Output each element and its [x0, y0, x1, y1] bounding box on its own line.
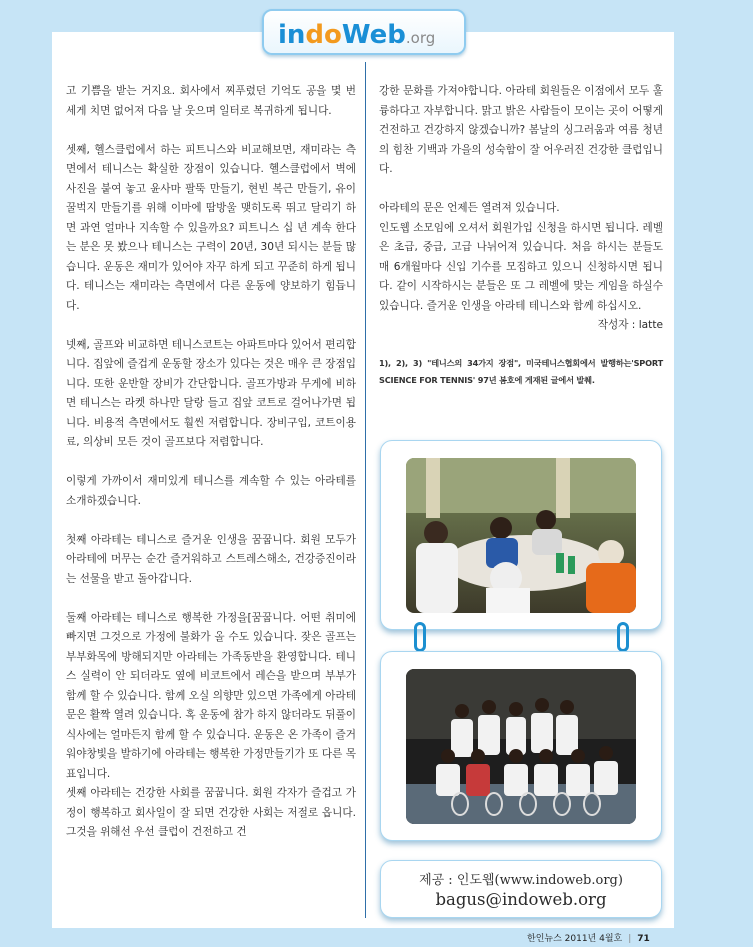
page-number: 71	[637, 934, 650, 944]
author-credit: 작성자 : latte	[597, 319, 663, 331]
logo-do: do	[305, 20, 342, 50]
logo-web: Web	[341, 20, 406, 50]
credit-email: bagus@indoweb.org	[435, 890, 607, 909]
paragraph: 넷째, 골프와 비교하면 테니스코트는 아파트마다 있어서 편리합니다. 집앞에 즐겁게 운동할 장소가 있다는 것은 매우 큰 장점입니다. 또한 운반할 장비가 간단합니다. 골프가방과 무게에 비하면 테니스는 라켓 하나만 달랑 들고 집앞 코트로 걸어나가면 됩니다. 비용적 측면에서도 훨씬 저렴합니다. 장비구입, 코트이용료, 의상비 모든 것이 골프보다 저렴합니다.	[66, 338, 356, 448]
footer-separator: |	[628, 934, 632, 944]
paragraph: 고 기쁨을 받는 거지요. 회사에서 찌푸렸던 기억도 공을 몇 번 세게 치면 없어져 다음 날 웃으며 일터로 복귀하게 됩니다.	[66, 85, 356, 117]
footnote: 1), 2), 3) "테니스의 34가지 장점", 미국테니스협회에서 발행하는'SPORT SCIENCE FOR TENNIS' 97년 봄호에 게재된 글에서 발췌.	[379, 358, 663, 385]
left-column	[66, 82, 356, 843]
binder-ring-icon	[617, 622, 629, 652]
logo-org: .org	[405, 29, 436, 47]
binder-ring-icon	[414, 622, 426, 652]
credit-box	[380, 860, 662, 918]
indoweb-logo	[262, 9, 466, 55]
paragraph: 첫째 아라테는 테니스로 즐거운 인생을 꿈꿉니다. 회원 모두가 아라테에 머무는 순간 즐거워하고 스트레스해소, 건강증진이라는 선물을 받고 돌아갑니다.	[66, 533, 356, 585]
column-divider	[365, 62, 366, 918]
paragraph: 인도웹 소모임에 오셔서 회원가입 신청을 하시면 됩니다. 레벨은 초급, 중급, 고급 나뉘어져 있습니다. 처음 하시는 분들도 매 6개월마다 신입 기수를 모집하고 있으니 신청하시면 됩니다. 같이 시작하시는 분들은 또 그 레벨에 맞는 게임을 하실수 있습니다. 즐거운 인생을 아라테 테니스와 함께 하십시오.	[379, 221, 663, 312]
page-footer	[527, 931, 650, 944]
svg-text:indoWeb.org	[278, 20, 435, 50]
paragraph: 셋째 아라테는 건강한 사회를 꿈꿉니다. 회원 각자가 즐겁고 가정이 행복하고 회사일이 잘 되면 건강한 사회는 저절로 옵니다. 그것을 위해선 우선 클럽이 건전하고 건	[66, 787, 356, 838]
club-dinner-photo	[406, 458, 636, 613]
paragraph: 아라테의 문은 언제든 열려져 있습니다.	[379, 202, 560, 214]
right-column	[379, 82, 663, 409]
team-group-photo	[406, 669, 636, 824]
paragraph: 이렇게 가까이서 재미있게 테니스를 계속할 수 있는 아라테를 소개하겠습니다.	[66, 475, 356, 507]
indoweb-logo-mark	[274, 12, 454, 52]
photo-card-dinner	[380, 440, 662, 630]
publication-name: 한인뉴스 2011년 4월호	[527, 934, 623, 944]
logo-in: in	[278, 20, 306, 50]
paragraph: 둘째 아라테는 테니스로 행복한 가정을[꿈꿉니다. 어떤 취미에 빠지면 그것으로 가정에 불화가 올 수도 있습니다. 잦은 골프는 부부화목에 방해되지만 아라테는 가족동반을 환영합니다. 테니스 실력이 안 되더라도 옆에 비코트에서 레슨을 받으며 부부가 함께 할 수 있습니다. 함께 오실 의향만 있으면 가족에게 아라테 문은 활짝 열려 있습니다. 혹 운동에 참가 하지 않더라도 뒤풀이 식사에는 얼마든지 함께 할 수 있습니다. 운동은 온 가족이 즐거워야창빛을 발하기에 아라테는 행복한 가정만들기가 또 다른 목표입니다.	[66, 611, 356, 780]
paragraph: 셋째, 헬스클럽에서 하는 피트니스와 비교해보면, 재미라는 측면에서 테니스는 확실한 장점이 있습니다. 헬스클럽에서 벽에 사진을 붙여 놓고 윤사마 팔뚝 만들기, 현빈 복근 만들기, 유이 꿀벅지 만들기를 위해 이마에 땀방울 맺히도록 뛰고 달리기 하면 과연 얼마나 지속할 수 있을까요? 피트니스 십 년 계속 한다는 분은 못 봤으나 테니스는 구력이 20년, 30년 되시는 분들 많습니다. 운동은 재미가 있어야 자꾸 하게 되고 꾸준히 하게 됩니다. 테니스는 재미라는 측면에서 다른 운동에 양보하기 힘듭니다.	[66, 143, 356, 312]
photo-card-team	[380, 651, 662, 841]
paragraph: 강한 문화를 가져야합니다. 아라테 회원들은 이점에서 모두 훌륭하다고 자부합니다. 맑고 밝은 사람들이 모이는 곳이 어떻게 건전하고 건강하지 않겠습니까? 봄날의 싱그러움과 여름 청년의 힘찬 기백과 가을의 성숙함이 잘 어우러진 건강한 클럽입니다.	[379, 85, 663, 175]
credit-provider: 제공 : 인도웹(www.indoweb.org)	[419, 873, 623, 888]
